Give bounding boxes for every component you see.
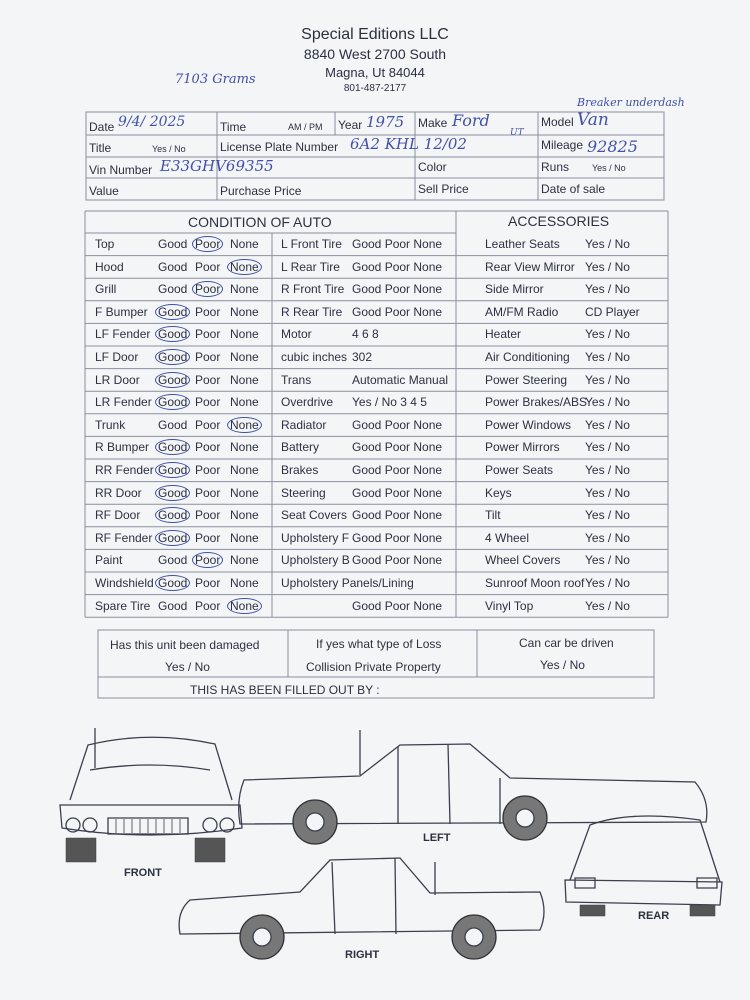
accessory-options[interactable]: Yes / No xyxy=(585,530,630,545)
mechanical-part-options[interactable]: Good Poor None xyxy=(352,508,443,523)
mechanical-part-options[interactable]: Automatic Manual xyxy=(352,372,449,387)
condition-option-good[interactable]: Good xyxy=(155,304,190,320)
condition-option-good[interactable]: Good xyxy=(155,530,190,546)
mechanical-part-label: Motor xyxy=(281,327,312,342)
runs-yesno[interactable]: Yes / No xyxy=(592,163,626,173)
mechanical-part-options[interactable]: Good Poor None xyxy=(352,530,443,545)
mechanical-part-label: Seat Covers xyxy=(281,508,348,523)
condition-option-none[interactable]: None xyxy=(230,350,259,364)
accessory-options[interactable]: Yes / No xyxy=(585,372,630,387)
car-right-view xyxy=(179,858,544,959)
make-value[interactable]: Ford xyxy=(452,111,490,130)
condition-option-none[interactable]: None xyxy=(227,259,262,275)
condition-option-good[interactable]: Good xyxy=(158,553,188,568)
damaged-yesno[interactable]: Yes / No xyxy=(165,660,210,674)
condition-option-none[interactable]: None xyxy=(230,327,259,342)
condition-option-poor[interactable]: Poor xyxy=(192,281,223,297)
condition-option-poor[interactable]: Poor xyxy=(195,598,221,613)
plate-state: UT xyxy=(510,128,524,138)
time-label: Time xyxy=(220,120,247,134)
date-value[interactable]: 9/4/ 2025 xyxy=(118,114,186,130)
sell-price-label: Sell Price xyxy=(418,182,469,196)
condition-option-none[interactable]: None xyxy=(230,485,259,500)
mechanical-part-options[interactable]: Good Poor None xyxy=(352,440,443,455)
accessory-options[interactable]: Yes / No xyxy=(585,417,630,432)
accessory-options[interactable]: Yes / No xyxy=(585,350,630,364)
plate-label: License Plate Number xyxy=(220,140,339,154)
mileage-value[interactable]: 92825 xyxy=(587,137,638,156)
accessory-options[interactable]: Yes / No xyxy=(585,259,630,274)
condition-option-none[interactable]: None xyxy=(227,417,262,433)
condition-option-good[interactable]: Good xyxy=(155,394,190,410)
condition-part-label: RR Door xyxy=(95,485,142,500)
title-label: Title xyxy=(89,141,112,155)
plate-value[interactable]: 6A2 KHL 12/02 xyxy=(350,135,467,153)
mechanical-part-label: Trans xyxy=(281,372,312,387)
accessory-options[interactable]: CD Player xyxy=(585,304,640,319)
accessory-label: 4 Wheel xyxy=(485,530,530,545)
company-address-line1: 8840 West 2700 South xyxy=(303,46,447,62)
mechanical-part-label: Upholstery B xyxy=(281,553,350,568)
damaged-question: Has this unit been damaged xyxy=(110,638,260,652)
vin-value[interactable]: E33GHV69355 xyxy=(160,157,274,175)
handwritten-note-left: 7103 Grams xyxy=(175,72,256,87)
condition-option-good[interactable]: Good xyxy=(155,485,190,501)
value-label: Value xyxy=(89,184,119,198)
accessory-label: Tilt xyxy=(485,508,501,523)
accessory-label: Power Seats xyxy=(485,463,554,477)
accessory-options[interactable]: Yes / No xyxy=(585,440,630,455)
car-rear-view xyxy=(565,816,722,916)
condition-option-poor[interactable]: Poor xyxy=(195,530,221,545)
mechanical-part-label: L Rear Tire xyxy=(281,259,340,274)
purchase-price-label: Purchase Price xyxy=(220,184,302,198)
condition-option-poor[interactable]: Poor xyxy=(192,236,223,252)
accessory-options[interactable]: Yes / No xyxy=(585,463,630,477)
mechanical-part-label: Upholstery F xyxy=(281,530,350,545)
mechanical-part-label: Brakes xyxy=(281,463,319,477)
condition-part-label: LF Door xyxy=(95,350,139,364)
condition-option-none[interactable]: None xyxy=(230,372,259,387)
mechanical-part-label: L Front Tire xyxy=(281,237,342,251)
can-drive-question: Can car be driven xyxy=(519,636,614,650)
condition-option-poor[interactable]: Poor xyxy=(195,304,221,319)
can-drive-yesno[interactable]: Yes / No xyxy=(540,658,585,672)
condition-option-none[interactable]: None xyxy=(230,463,259,477)
condition-option-poor[interactable]: Poor xyxy=(195,440,221,455)
condition-option-poor[interactable]: Poor xyxy=(192,552,223,568)
make-label: Make xyxy=(418,116,448,130)
condition-option-good[interactable]: Good xyxy=(158,598,188,613)
time-ampm[interactable]: AM / PM xyxy=(288,122,323,132)
mechanical-part-options[interactable]: Yes / No 3 4 5 xyxy=(352,395,427,410)
mechanical-part-options[interactable]: 302 xyxy=(352,350,373,364)
date-of-sale-label: Date of sale xyxy=(541,182,606,196)
company-name: Special Editions LLC xyxy=(301,26,449,43)
vin-label: Vin Number xyxy=(89,163,153,177)
condition-part-label: LF Fender xyxy=(95,327,151,342)
condition-option-poor[interactable]: Poor xyxy=(195,417,221,432)
year-value[interactable]: 1975 xyxy=(366,113,405,131)
condition-part-label: LR Fender xyxy=(95,395,152,410)
mechanical-part-label: R Rear Tire xyxy=(281,304,343,319)
condition-part-label: Spare Tire xyxy=(95,598,151,613)
accessory-options[interactable]: Yes / No xyxy=(585,237,630,251)
condition-option-none[interactable]: None xyxy=(230,508,259,523)
condition-option-good[interactable]: Good xyxy=(155,462,190,478)
accessory-label: Air Conditioning xyxy=(485,350,570,364)
condition-part-label: Windshield xyxy=(95,576,154,590)
condition-option-none[interactable]: None xyxy=(230,576,259,590)
accessory-label: Vinyl Top xyxy=(485,598,534,613)
condition-option-good[interactable]: Good xyxy=(155,326,190,342)
mechanical-part-options[interactable]: Good Poor None xyxy=(352,304,443,319)
mechanical-part-options[interactable]: Good Poor None xyxy=(352,485,443,500)
car-diagram xyxy=(0,700,750,1000)
company-phone: 801-487-2177 xyxy=(343,83,407,94)
accessories-title: ACCESSORIES xyxy=(508,213,610,229)
mechanical-part-options[interactable]: Good Poor None xyxy=(352,237,443,251)
condition-part-label: Grill xyxy=(95,282,117,297)
condition-part-label: Hood xyxy=(95,259,124,274)
condition-title: CONDITION OF AUTO xyxy=(188,214,332,230)
mechanical-part-options[interactable]: 4 6 8 xyxy=(352,327,379,342)
year-label: Year xyxy=(338,118,363,132)
filled-out-by-label: THIS HAS BEEN FILLED OUT BY : xyxy=(190,683,380,697)
accessory-label: Leather Seats xyxy=(485,237,560,251)
condition-option-good[interactable]: Good xyxy=(158,259,188,274)
condition-option-poor[interactable]: Poor xyxy=(195,508,221,523)
accessory-label: Wheel Covers xyxy=(485,553,561,568)
condition-part-label: RF Fender xyxy=(95,530,153,545)
condition-option-good[interactable]: Good xyxy=(155,575,190,591)
model-label: Model xyxy=(541,115,574,129)
loss-type-options[interactable]: Collision Private Property xyxy=(306,660,441,674)
condition-option-poor[interactable]: Poor xyxy=(195,327,221,342)
accessory-label: Side Mirror xyxy=(485,282,544,297)
rear-label: REAR xyxy=(638,910,670,922)
condition-option-poor[interactable]: Poor xyxy=(195,372,221,387)
accessory-options[interactable]: Yes / No xyxy=(585,327,630,342)
condition-option-none[interactable]: None xyxy=(230,440,259,455)
condition-option-none[interactable]: None xyxy=(227,598,262,614)
condition-part-label: RR Fender xyxy=(95,463,154,477)
condition-option-none[interactable]: None xyxy=(230,304,259,319)
condition-part-label: LR Door xyxy=(95,372,140,387)
accessory-label: Power Brakes/ABS xyxy=(485,395,588,410)
condition-option-none[interactable]: None xyxy=(230,395,259,410)
condition-option-poor[interactable]: Poor xyxy=(195,463,221,477)
condition-option-none[interactable]: None xyxy=(230,237,259,251)
mechanical-part-label: Overdrive xyxy=(281,395,334,410)
condition-part-label: Top xyxy=(95,237,115,251)
condition-option-good[interactable]: Good xyxy=(158,282,188,297)
loss-type-question: If yes what type of Loss xyxy=(316,637,442,651)
car-front-view xyxy=(60,728,242,862)
mechanical-part-options[interactable]: Good Poor None xyxy=(352,259,443,274)
front-label: FRONT xyxy=(124,867,162,879)
color-label: Color xyxy=(418,160,447,174)
accessory-label: Sunroof Moon roof xyxy=(485,576,585,590)
condition-option-none[interactable]: None xyxy=(230,282,259,297)
condition-option-poor[interactable]: Poor xyxy=(195,259,221,274)
accessory-label: Heater xyxy=(485,327,522,342)
condition-option-poor[interactable]: Poor xyxy=(195,395,221,410)
mechanical-part-label: Radiator xyxy=(281,417,327,432)
mechanical-part-label: Upholstery Panels/Lining xyxy=(281,576,414,590)
accessory-options[interactable]: Yes / No xyxy=(585,598,630,613)
condition-option-good[interactable]: Good xyxy=(155,372,190,388)
condition-part-label: Paint xyxy=(95,553,123,568)
condition-option-poor[interactable]: Poor xyxy=(195,576,221,590)
car-left-view xyxy=(239,730,707,844)
right-label: RIGHT xyxy=(345,949,380,961)
model-value[interactable]: Van xyxy=(577,110,609,130)
mechanical-part-options[interactable]: Good Poor None xyxy=(352,463,443,477)
left-label: LEFT xyxy=(423,832,451,844)
handwritten-note-right: Breaker underdash xyxy=(577,96,685,109)
accessory-label: Rear View Mirror xyxy=(485,259,575,274)
mechanical-part-label: Steering xyxy=(281,485,326,500)
company-address-line2: Magna, Ut 84044 xyxy=(325,65,425,80)
mechanical-part-label: R Front Tire xyxy=(281,282,345,297)
accessory-options[interactable]: Yes / No xyxy=(585,576,630,590)
condition-option-good[interactable]: Good xyxy=(155,507,190,523)
condition-option-poor[interactable]: Poor xyxy=(195,350,221,364)
condition-option-none[interactable]: None xyxy=(230,553,259,568)
accessory-options[interactable]: Yes / No xyxy=(585,395,630,410)
condition-part-label: RF Door xyxy=(95,508,141,523)
condition-part-label: F Bumper xyxy=(95,304,148,319)
accessory-label: Power Steering xyxy=(485,372,568,387)
accessory-label: Keys xyxy=(485,485,512,500)
runs-label: Runs xyxy=(541,160,570,174)
accessory-label: AM/FM Radio xyxy=(485,304,559,319)
accessory-options[interactable]: Yes / No xyxy=(585,508,630,523)
condition-option-none[interactable]: None xyxy=(230,530,259,545)
mileage-label: Mileage xyxy=(541,138,584,152)
accessory-label: Power Mirrors xyxy=(485,440,560,455)
accessory-options[interactable]: Yes / No xyxy=(585,485,630,500)
condition-part-label: R Bumper xyxy=(95,440,150,455)
date-label: Date xyxy=(89,120,115,134)
mechanical-part-options[interactable]: Good Poor None xyxy=(352,553,443,568)
mechanical-part-options[interactable]: Good Poor None xyxy=(352,417,443,432)
accessory-options[interactable]: Yes / No xyxy=(585,553,630,568)
accessory-label: Power Windows xyxy=(485,417,572,432)
condition-option-good[interactable]: Good xyxy=(155,439,190,455)
condition-option-good[interactable]: Good xyxy=(158,237,188,251)
title-yesno[interactable]: Yes / No xyxy=(152,144,186,154)
mechanical-part-options[interactable]: Good Poor None xyxy=(352,282,443,297)
condition-option-poor[interactable]: Poor xyxy=(195,485,221,500)
accessory-options[interactable]: Yes / No xyxy=(585,282,630,297)
condition-option-good[interactable]: Good xyxy=(155,349,190,365)
condition-option-good[interactable]: Good xyxy=(158,417,188,432)
mechanical-part-label: cubic inches xyxy=(281,350,348,364)
condition-part-label: Trunk xyxy=(95,417,126,432)
mechanical-part-label: Battery xyxy=(281,440,320,455)
mechanical-part-options[interactable]: Good Poor None xyxy=(352,598,443,613)
